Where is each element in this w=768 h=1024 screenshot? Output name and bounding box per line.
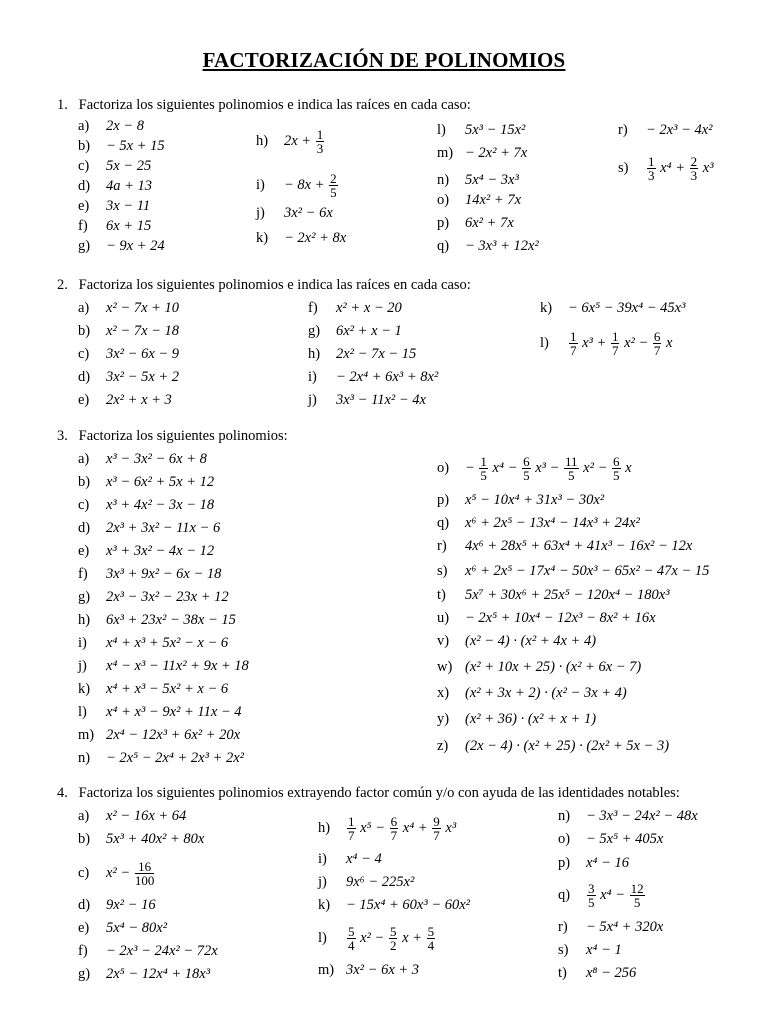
exercise-item: [78, 808, 186, 825]
exercise-item: [78, 920, 167, 937]
exercise-item: [78, 831, 204, 848]
exercise-item: [256, 205, 333, 222]
item-label: g): [78, 589, 91, 605]
fraction: $\frac{5}{4}$: [427, 924, 435, 953]
item-expression: − 5x⁴ + 320x: [586, 919, 664, 935]
item-expression: 6x + 15: [106, 218, 152, 234]
item-label: g): [78, 238, 91, 254]
fraction: $\frac{6}{5}$: [523, 454, 530, 483]
exercise-item: [558, 965, 636, 982]
item-label: j): [256, 205, 265, 221]
exercise-item: [437, 610, 656, 627]
item-expression: − 2x⁵ + 10x⁴ − 12x³ − 8x² + 16x: [465, 610, 656, 626]
item-label: d): [78, 178, 91, 194]
item-label: e): [78, 392, 90, 408]
exercise-item: [78, 198, 150, 215]
item-label: f): [78, 566, 88, 582]
item-label: i): [318, 851, 327, 867]
item-expression: (x² + 10x + 25) · (x² + 6x − 7): [465, 659, 642, 675]
item-label: f): [308, 300, 318, 316]
item-expression: 5x³ + 40x² + 80x: [106, 831, 205, 847]
question-number: 4.: [57, 785, 68, 801]
item-expression: x⁵ − 10x⁴ + 31x³ − 30x²: [465, 492, 605, 508]
exercise-item: [558, 942, 622, 959]
item-expression: 5x³ − 15x²: [465, 122, 526, 138]
exercise-item: [256, 172, 339, 199]
exercise-item: [78, 658, 249, 675]
item-expression: − 2x² + 8x: [284, 230, 347, 246]
item-expression: 3x − 11: [106, 198, 151, 214]
item-label: h): [256, 132, 269, 149]
item-label: a): [78, 300, 90, 316]
item-label: k): [540, 300, 553, 316]
item-label: s): [437, 563, 448, 579]
exercise-item: [437, 238, 539, 255]
item-label: q): [558, 886, 571, 903]
fraction: $\frac{1}{7}$: [348, 814, 355, 843]
item-label: p): [437, 492, 450, 508]
item-expression: x² − 7x − 18: [106, 323, 180, 339]
item-expression: 2x³ − 3x² − 23x + 12: [106, 589, 229, 605]
item-expression: x⁴ − 16: [586, 855, 630, 871]
item-expression: − 2x³ − 4x²: [646, 122, 713, 138]
fraction: $\frac{6}{7}$: [390, 814, 398, 843]
exercise-item: [558, 831, 663, 848]
page-title: FACTORIZACIÓN DE POLINOMIOS: [202, 48, 566, 72]
item-label: t): [558, 965, 567, 981]
exercise-item: [318, 851, 382, 868]
exercise-item: [78, 138, 165, 155]
item-expression: $\frac{1}{3}$ x⁴ + $\frac{2}{3}$ x³: [648, 154, 714, 183]
item-expression: x⁶ + 2x⁵ − 13x⁴ − 14x³ + 24x²: [465, 515, 640, 531]
fraction: $\frac{5}{2}$: [389, 924, 397, 953]
item-expression: 9x⁶ − 225x²: [346, 874, 415, 890]
exercise-item: [78, 589, 229, 606]
exercise-item: [558, 808, 698, 825]
item-label: q): [437, 238, 450, 254]
item-expression: − 9x + 24: [106, 238, 165, 254]
item-label: h): [78, 612, 91, 628]
item-expression: x⁴ + x³ − 9x² + 11x − 4: [106, 704, 242, 720]
exercise-item: [618, 155, 714, 182]
exercise-item: [308, 323, 402, 340]
item-label: g): [308, 323, 321, 339]
exercise-item: [437, 455, 632, 482]
item-label: n): [437, 172, 450, 188]
item-expression: 3x² − 6x + 3: [346, 962, 420, 978]
item-expression: − 5x + 15: [106, 138, 165, 154]
exercise-item: [540, 330, 672, 357]
exercise-item: [78, 635, 228, 652]
item-label: h): [308, 346, 321, 362]
item-label: c): [78, 864, 90, 881]
item-expression: 3x³ − 11x² − 4x: [336, 392, 426, 408]
item-expression: − 8x + $\frac{2}{5}$: [284, 171, 337, 200]
exercise-item: [78, 392, 172, 409]
question-2: [57, 277, 471, 294]
exercise-item: [78, 943, 218, 960]
item-label: x): [437, 685, 450, 701]
item-expression: 14x² + 7x: [465, 192, 522, 208]
question-3: [57, 428, 288, 445]
exercise-item: [78, 966, 210, 983]
exercise-item: [78, 369, 179, 386]
item-label: i): [256, 176, 265, 193]
item-label: b): [78, 323, 91, 339]
exercise-item: [78, 897, 156, 914]
exercise-item: [558, 882, 646, 909]
question-text: Factoriza los siguientes polinomios e indica las raíces en cada caso:: [78, 277, 471, 293]
exercise-item: [78, 218, 151, 235]
exercise-item: [78, 497, 214, 514]
item-expression: − $\frac{1}{5}$ x⁴ − $\frac{6}{5}$ x³ − $\frac{11}{5}$ x² − $\frac{6}{5}$ x: [465, 454, 632, 483]
exercise-item: [318, 874, 414, 891]
item-expression: 6x² + x − 1: [336, 323, 402, 339]
item-label: f): [78, 943, 88, 959]
item-expression: 2x² − 7x − 15: [336, 346, 417, 362]
exercise-item: [78, 612, 236, 629]
item-expression: − 2x² + 7x: [465, 145, 528, 161]
item-label: e): [78, 543, 90, 559]
item-expression: 3x² − 6x: [284, 205, 333, 221]
exercise-item: [78, 118, 144, 135]
item-label: c): [78, 346, 90, 362]
item-label: e): [78, 198, 90, 214]
item-label: n): [558, 808, 571, 824]
exercise-item: [78, 238, 165, 255]
exercise-item: [256, 128, 325, 155]
exercise-item: [308, 300, 402, 317]
item-expression: − 6x⁵ − 39x⁴ − 45x³: [568, 300, 686, 316]
item-label: o): [437, 192, 450, 208]
exercise-item: [437, 122, 525, 139]
exercise-item: [78, 681, 228, 698]
item-label: l): [318, 929, 327, 946]
item-label: f): [78, 218, 88, 234]
fraction: $\frac{11}{5}$: [565, 454, 578, 483]
fraction: $\frac{12}{5}$: [630, 881, 644, 910]
fraction: $\frac{5}{4}$: [348, 924, 355, 953]
item-label: l): [78, 704, 87, 720]
item-expression: x² − 16x + 64: [106, 808, 187, 824]
exercise-item: [256, 230, 346, 247]
exercise-item: [308, 392, 426, 409]
item-label: q): [437, 515, 450, 531]
exercise-item: [78, 346, 179, 363]
item-expression: x² + x − 20: [336, 300, 402, 316]
exercise-item: [437, 711, 596, 728]
item-expression: 9x² − 16: [106, 897, 156, 913]
item-expression: 4x⁶ + 28x⁵ + 63x⁴ + 41x³ − 16x² − 12x: [465, 538, 693, 554]
exercise-item: [78, 727, 240, 744]
item-label: p): [437, 215, 450, 231]
exercise-item: [78, 300, 179, 317]
item-label: o): [437, 459, 450, 476]
exercise-item: [78, 474, 214, 491]
item-expression: − 3x³ − 24x² − 48x: [586, 808, 698, 824]
item-label: m): [318, 962, 335, 978]
exercise-item: [78, 323, 179, 340]
exercise-item: [308, 369, 438, 386]
item-label: d): [78, 369, 91, 385]
fraction: $\frac{6}{7}$: [653, 329, 661, 358]
exercise-item: [437, 659, 641, 676]
item-expression: 2x + $\frac{1}{3}$: [284, 127, 324, 156]
question-number: 2.: [57, 277, 68, 293]
item-expression: x⁴ − 4: [346, 851, 382, 867]
exercise-item: [318, 962, 419, 979]
exercise-item: [78, 451, 207, 468]
item-label: j): [78, 658, 87, 674]
exercise-item: [78, 158, 151, 175]
question-1: [57, 97, 471, 114]
item-expression: − 5x⁵ + 405x: [586, 831, 664, 847]
item-label: v): [437, 633, 450, 649]
item-expression: − 3x³ + 12x²: [465, 238, 539, 254]
item-label: g): [78, 966, 91, 982]
item-label: y): [437, 711, 450, 727]
item-expression: x³ + 4x² − 3x − 18: [106, 497, 215, 513]
item-expression: x⁴ + x³ + 5x² − x − 6: [106, 635, 229, 651]
item-expression: x⁸ − 256: [586, 965, 637, 981]
item-label: d): [78, 520, 91, 536]
item-label: r): [558, 919, 568, 935]
exercise-item: [78, 543, 214, 560]
item-expression: 2x⁵ − 12x⁴ + 18x³: [106, 966, 211, 982]
exercise-item: [437, 172, 519, 189]
exercise-item: [308, 346, 416, 363]
item-expression: 5x⁷ + 30x⁶ + 25x⁵ − 120x⁴ − 180x³: [465, 587, 670, 603]
fraction: $\frac{16}{100}$: [134, 859, 155, 888]
question-number: 3.: [57, 428, 68, 444]
question-number: 1.: [57, 97, 68, 113]
item-expression: x³ − 6x² + 5x + 12: [106, 474, 215, 490]
exercise-item: [78, 750, 244, 767]
item-expression: 3x³ + 9x² − 6x − 18: [106, 566, 222, 582]
item-expression: 6x² + 7x: [465, 215, 514, 231]
exercise-item: [78, 520, 220, 537]
fraction: $\frac{2}{3}$: [690, 154, 698, 183]
item-label: e): [78, 920, 90, 936]
item-label: w): [437, 659, 453, 675]
item-label: b): [78, 831, 91, 847]
fraction: $\frac{6}{5}$: [613, 454, 620, 483]
exercise-item: [78, 178, 152, 195]
item-expression: 6x³ + 23x² − 38x − 15: [106, 612, 236, 628]
item-expression: 5x⁴ − 80x²: [106, 920, 168, 936]
exercise-item: [437, 633, 596, 650]
question-text: Factoriza los siguientes polinomios:: [78, 428, 288, 444]
item-expression: x⁴ − x³ − 11x² + 9x + 18: [106, 658, 249, 674]
item-expression: $\frac{1}{7}$ x⁵ − $\frac{6}{7}$ x⁴ + $\frac{9}{7}$ x³: [348, 814, 457, 843]
exercise-item: [437, 563, 709, 580]
fraction: $\frac{3}{5}$: [588, 881, 595, 910]
item-label: s): [618, 159, 629, 176]
item-label: l): [437, 122, 446, 138]
exercise-item: [558, 855, 629, 872]
item-label: m): [437, 145, 454, 161]
exercise-item: [558, 919, 663, 936]
exercise-item: [78, 860, 155, 887]
fraction: $\frac{1}{3}$: [648, 154, 655, 183]
item-label: b): [78, 474, 91, 490]
item-expression: − 2x⁴ + 6x³ + 8x²: [336, 369, 439, 385]
item-expression: $\frac{1}{7}$ x³ + $\frac{1}{7}$ x² − $\frac{6}{7}$ x: [570, 329, 673, 358]
question-text: Factoriza los siguientes polinomios e indica las raíces en cada caso:: [78, 97, 471, 113]
item-expression: x² − 7x + 10: [106, 300, 180, 316]
item-label: z): [437, 738, 449, 754]
exercise-item: [437, 587, 670, 604]
item-expression: x⁴ + x³ − 5x² + x − 6: [106, 681, 229, 697]
item-label: k): [78, 681, 91, 697]
item-label: r): [618, 122, 628, 138]
fraction: $\frac{2}{5}$: [330, 171, 337, 200]
item-expression: 3x² − 6x − 9: [106, 346, 180, 362]
item-expression: (x² + 3x + 2) · (x² − 3x + 4): [465, 685, 627, 701]
exercise-item: [437, 685, 627, 702]
exercise-item: [437, 215, 514, 232]
exercise-item: [437, 538, 692, 555]
item-expression: x³ − 3x² − 6x + 8: [106, 451, 207, 467]
item-expression: 2x⁴ − 12x³ + 6x² + 20x: [106, 727, 241, 743]
item-expression: − 2x³ − 24x² − 72x: [106, 943, 218, 959]
item-expression: 2x − 8: [106, 118, 144, 134]
fraction: $\frac{1}{7}$: [611, 329, 619, 358]
fraction: $\frac{1}{5}$: [480, 454, 487, 483]
item-label: l): [540, 334, 549, 351]
item-label: i): [308, 369, 317, 385]
item-label: b): [78, 138, 91, 154]
item-label: o): [558, 831, 571, 847]
item-label: k): [256, 230, 269, 246]
item-label: k): [318, 897, 331, 913]
item-label: r): [437, 538, 447, 554]
item-expression: (2x − 4) · (x² + 25) · (2x² + 5x − 3): [465, 738, 670, 754]
exercise-item: [618, 122, 713, 139]
item-expression: − 2x⁵ − 2x⁴ + 2x³ + 2x²: [106, 750, 245, 766]
item-expression: x³ + 3x² − 4x − 12: [106, 543, 215, 559]
item-expression: 2x³ + 3x² − 11x − 6: [106, 520, 221, 536]
fraction: $\frac{1}{3}$: [316, 127, 324, 156]
exercise-item: [437, 192, 521, 209]
item-label: a): [78, 118, 90, 134]
item-label: t): [437, 587, 446, 603]
item-expression: $\frac{5}{4}$ x² − $\frac{5}{2}$ x + $\frac{5}{4}$: [348, 924, 435, 953]
item-expression: 5x⁴ − 3x³: [465, 172, 519, 188]
item-expression: 5x − 25: [106, 158, 152, 174]
item-label: j): [308, 392, 317, 408]
item-label: d): [78, 897, 91, 913]
item-expression: (x² + 36) · (x² + x + 1): [465, 711, 597, 727]
exercise-item: [78, 566, 221, 583]
question-4: [57, 785, 680, 802]
fraction: $\frac{9}{7}$: [433, 814, 440, 843]
item-expression: x² − $\frac{16}{100}$: [106, 859, 155, 888]
item-label: h): [318, 819, 331, 836]
item-expression: 3x² − 5x + 2: [106, 369, 180, 385]
item-label: c): [78, 158, 90, 174]
exercise-item: [540, 300, 685, 317]
item-expression: 2x² + x + 3: [106, 392, 172, 408]
exercise-item: [318, 897, 470, 914]
item-label: p): [558, 855, 571, 871]
item-expression: x⁶ + 2x⁵ − 17x⁴ − 50x³ − 65x² − 47x − 15: [465, 563, 710, 579]
item-expression: 4a + 13: [106, 178, 153, 194]
item-label: u): [437, 610, 450, 626]
exercise-item: [318, 815, 456, 842]
item-label: s): [558, 942, 569, 958]
item-label: n): [78, 750, 91, 766]
item-expression: (x² − 4) · (x² + 4x + 4): [465, 633, 597, 649]
exercise-item: [437, 492, 604, 509]
exercise-item: [437, 145, 527, 162]
item-label: j): [318, 874, 327, 890]
item-label: a): [78, 451, 90, 467]
item-expression: $\frac{3}{5}$ x⁴ − $\frac{12}{5}$: [588, 881, 644, 910]
exercise-item: [78, 704, 242, 721]
question-text: Factoriza los siguientes polinomios extrayendo factor común y/o con ayuda de las identidades notables:: [78, 785, 680, 801]
fraction: $\frac{1}{7}$: [570, 329, 577, 358]
item-expression: − 15x⁴ + 60x³ − 60x²: [346, 897, 471, 913]
item-label: i): [78, 635, 87, 651]
item-label: a): [78, 808, 90, 824]
item-expression: x⁴ − 1: [586, 942, 622, 958]
item-label: m): [78, 727, 95, 743]
item-label: c): [78, 497, 90, 513]
exercise-item: [437, 515, 640, 532]
exercise-item: [437, 738, 669, 755]
exercise-item: [318, 925, 436, 952]
